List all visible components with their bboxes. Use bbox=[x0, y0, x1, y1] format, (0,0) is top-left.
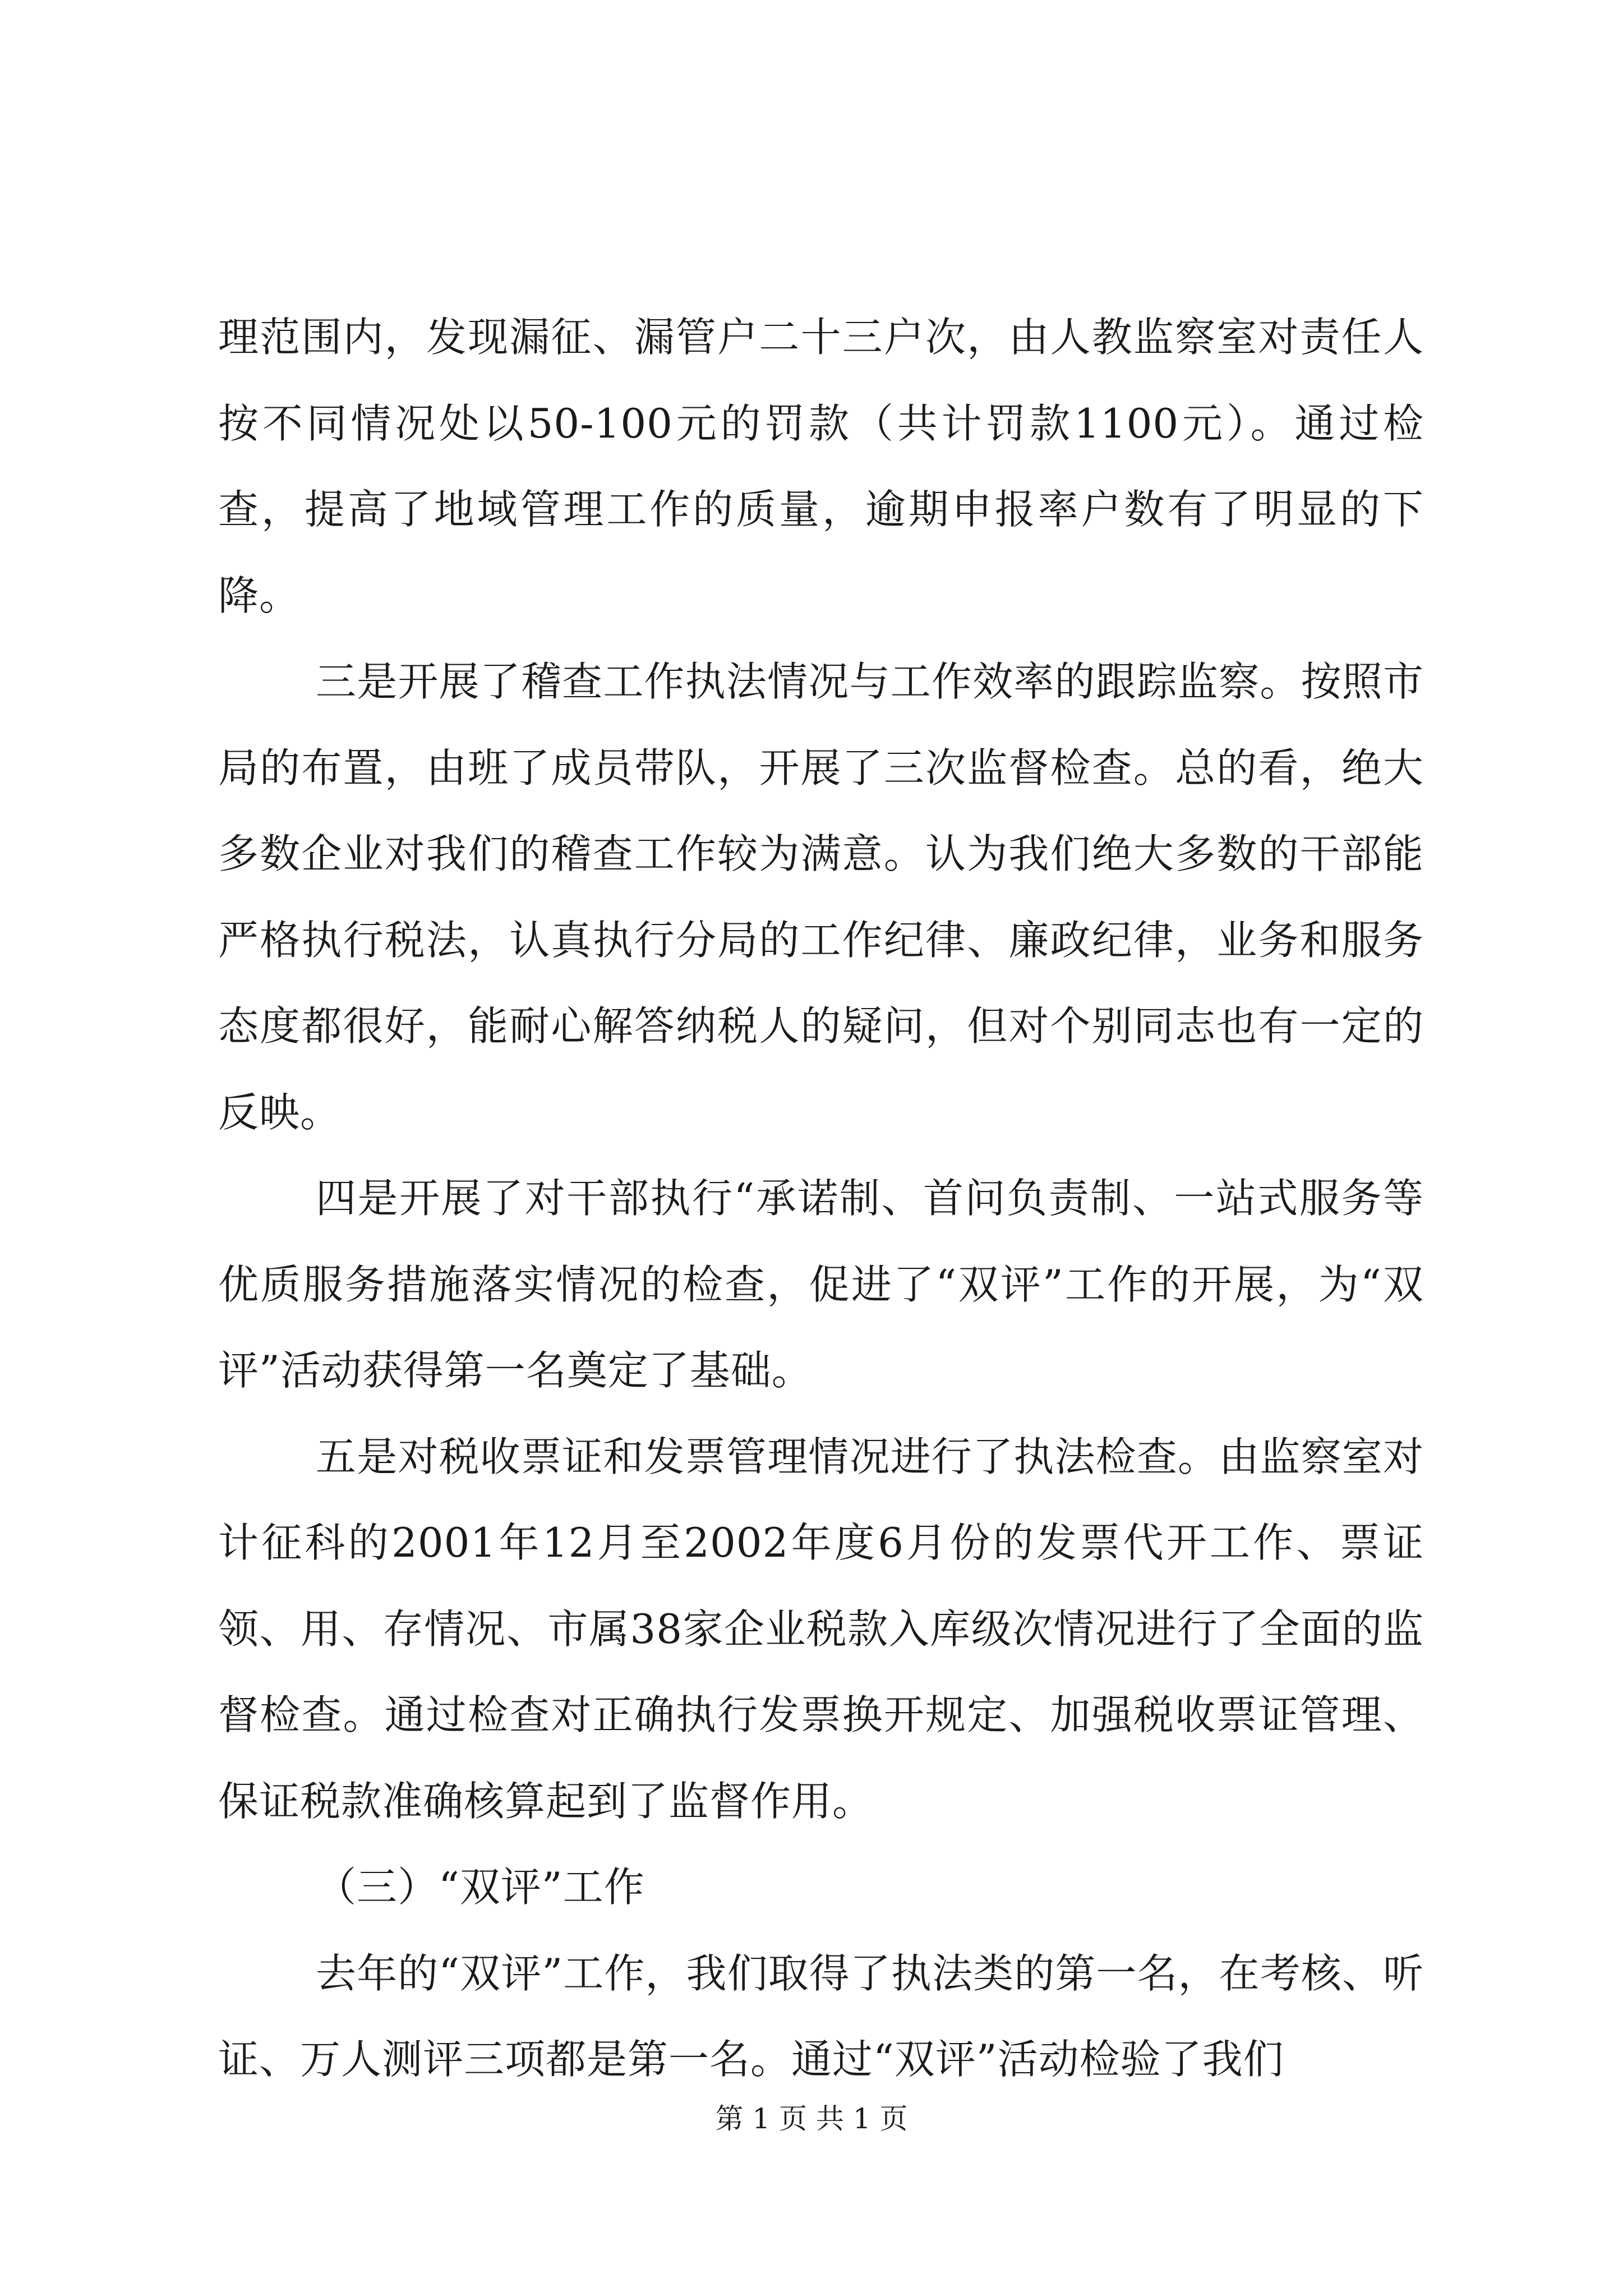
paragraph-continuation: 理范围内，发现漏征、漏管户二十三户次，由人教监察室对责任人按不同情况处以50-100元的罚款（共计罚款1100元）。通过检查，提高了地域管理工作的质量，逾期申报率户数有了明显的下降。 bbox=[218, 314, 1424, 619]
paragraph-item-five: 五是对税收票证和发票管理情况进行了执法检查。由监察室对计征科的2001年12月至2002年度6月份的发票代开工作、票证领、用、存情况、市属38家企业税款入库级次情况进行了全面的监督检查。通过检查对正确执行发票换开规定、加强税收票证管理、保证税款准确核算起到了监督作用。 bbox=[218, 1433, 1424, 1825]
section-heading: （三）“双评”工作 bbox=[316, 1864, 645, 1911]
paragraph-double-evaluation: 去年的“双评”工作，我们取得了执法类的第一名，在考核、听证、万人测评三项都是第一名。通过“双评”活动检验了我们 bbox=[218, 1949, 1424, 2083]
paragraph-item-four: 四是开展了对干部执行“承诺制、首问负责制、一站式服务等优质服务措施落实情况的检查，促进了“双评”工作的开展，为“双评”活动获得第一名奠定了基础。 bbox=[218, 1175, 1424, 1394]
paragraph-item-three: 三是开展了稽查工作执法情况与工作效率的跟踪监察。按照市局的布置，由班了成员带队，开展了三次监督检查。总的看，绝大多数企业对我们的稽查工作较为满意。认为我们绝大多数的干部能严格执行税法，认真执行分局的工作纪律、廉政纪律，业务和服务态度都很好，能耐心解答纳税人的疑问，但对个别同志也有一定的反映。 bbox=[218, 658, 1424, 1136]
page-number-footer: 第 1 页 共 1 页 bbox=[715, 2102, 908, 2135]
document-body bbox=[218, 295, 1424, 2103]
